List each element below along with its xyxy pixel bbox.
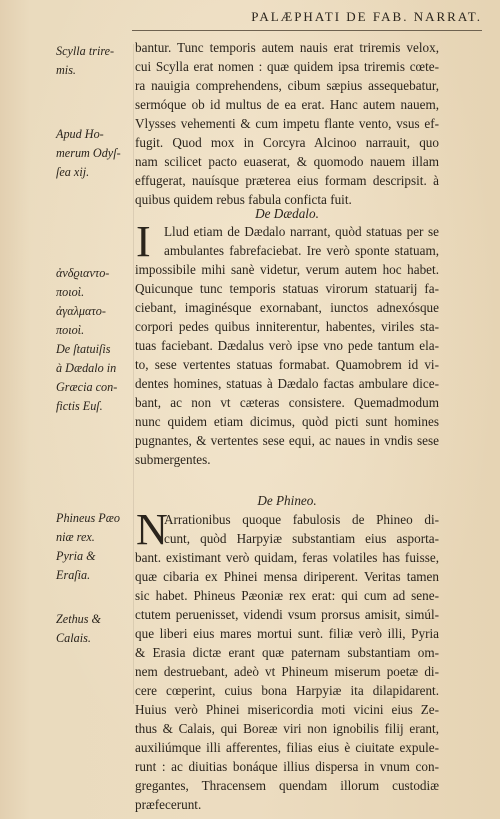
margin-note: Pyria &: [56, 549, 96, 563]
text-line: nunc quidem etiam dicimus, quòd picti sunt homines: [135, 414, 439, 429]
text-line: cunt, quòd Harpyiæ substantiam eius asporta-: [164, 531, 439, 546]
margin-note: De ſtatuiſis: [56, 342, 111, 356]
text-line: nem destruebant, adeò vt Phineum miserum poetæ di-: [135, 664, 439, 679]
margin-note: Apud Ho-: [56, 127, 104, 141]
text-line: to, sese vertentes statuas formabat. Quamobrem id vi-: [135, 357, 439, 372]
text-line: impossibile mihi sanè videtur, verum autem hoc habet.: [135, 262, 439, 277]
text-line: runt : ac diuitias bonáque illius dispersa in vnum con-: [135, 759, 439, 774]
margin-note: ſea xij.: [56, 165, 90, 179]
margin-note: Zethus &: [56, 612, 102, 626]
margin-note: ἀνδϱιαντο-: [56, 266, 110, 280]
text-line: fugit. Quod mox in Corcyra Alcinoo narrauit, quo: [135, 135, 439, 150]
text-line: ambulantes fabrefaciebat. Ire verò sponte statuam,: [164, 243, 439, 258]
text-line: ra nauigia comprehendens, cibum sæpius assequebatur,: [135, 78, 439, 93]
drop-cap: I: [136, 217, 151, 266]
margin-note: Græcia con-: [56, 380, 118, 394]
text-line: auxiliúmque illi afferentes, filias eius è ciuitate expule-: [135, 740, 439, 755]
text-line: nam scilicet pacto euaserat, & quomodo nauem illam: [135, 154, 439, 169]
text-line: bant, ac non vt cæteras consistere. Quemadmodum: [135, 395, 439, 410]
margin-note: à Dædalo in: [56, 361, 117, 375]
margin-note: ποιοὶ.: [56, 323, 85, 337]
running-head: PALÆPHATI DE FAB. NARRAT.: [132, 4, 482, 31]
text-line: quibus quidem rebus fabula conficta fuit.: [135, 192, 352, 207]
text-line: dentes homines, statuas à Dædalo factas ambulare dice-: [135, 376, 439, 391]
margin-note: niæ rex.: [56, 530, 95, 544]
text-line: Vlysses vehementi & cum impetu flante vento, vsus ef-: [135, 116, 439, 131]
text-line: [135, 469, 439, 488]
margin-divider: [133, 44, 134, 704]
text-line: corpori pedes quibus inniterentur, habentes, viriles sta-: [135, 319, 439, 334]
text-line: sermóque ob id multus de ea erat. Hanc autem nauem,: [135, 97, 439, 112]
section-heading: De Phineo.: [257, 493, 317, 508]
text-line: thus & Calais, qui Boreæ viri non ignobilis filij erant,: [135, 721, 439, 736]
text-line: cui Scylla erat nomen : quæ quidem ipsa triremis cœte-: [135, 59, 439, 74]
margin-note: merum Odyſ-: [56, 146, 121, 160]
drop-cap: N: [136, 505, 168, 554]
margin-note: Eraſia.: [56, 568, 91, 582]
text-line: que liberi eius mares mortui sunt. filiæ verò illi, Pyria: [135, 626, 439, 641]
section-heading: De Dædalo.: [255, 206, 319, 221]
text-line: præfecerunt.: [135, 797, 202, 812]
text-line: bant. existimant verò quidam, feras volatiles has fuisse,: [135, 550, 439, 565]
text-line: Quicunque tunc temporis statuas virorum statuarij fa-: [135, 281, 439, 296]
text-line: cere cœperint, cuius bona Harpyiæ ita dilapidarent.: [135, 683, 439, 698]
text-line: bantur. Tunc temporis autem nauis erat triremis velox,: [135, 40, 439, 55]
text-line: & Erasia dictæ erant quæ paternam substantiam om-: [135, 645, 439, 660]
margin-note: Phineus Pæo: [56, 511, 120, 525]
margin-note: fictis Euſ.: [56, 399, 103, 413]
margin-note: Scylla trire-: [56, 44, 115, 58]
margin-note: Calais.: [56, 631, 91, 645]
text-line: submergentes.: [135, 452, 211, 467]
text-line: gregantes, Thracensem quendam illorum custodiæ: [135, 778, 439, 793]
margin-note: ποιοὶ.: [56, 285, 85, 299]
text-line: Arrationibus quoque fabulosis de Phineo di-: [164, 512, 439, 527]
text-line: Llud etiam de Dædalo narrant, quòd statuas per se: [164, 224, 439, 239]
text-line: Huius verò Phinei misericordia moti vicini eius Ze-: [135, 702, 439, 717]
text-line: sic habet. Phineus Pæoniæ rex erat: qui cum ad sene-: [135, 588, 439, 603]
text-line: tuas faciebant. Dædalus verò ipse vno pede tantum ela-: [135, 338, 439, 353]
text-line: ciebant, imaginésque exornabant, iunctos adnexósque: [135, 300, 439, 315]
text-line: effugerat, nauísque præterea eius formam descripsit. à: [135, 173, 439, 188]
margin-note: ἀγαλματο-: [56, 304, 106, 318]
text-line: quæ cibaria ex Phinei mensa diriperent. Veritas tamen: [135, 569, 439, 584]
margin-note: mis.: [56, 63, 76, 77]
text-line: pugnantes, & vertentes sese equi, ac naues in vndis sese: [135, 433, 439, 448]
text-line: ctutem peruenisset, videndi vsum prorsus amisit, simúl-: [135, 607, 439, 622]
